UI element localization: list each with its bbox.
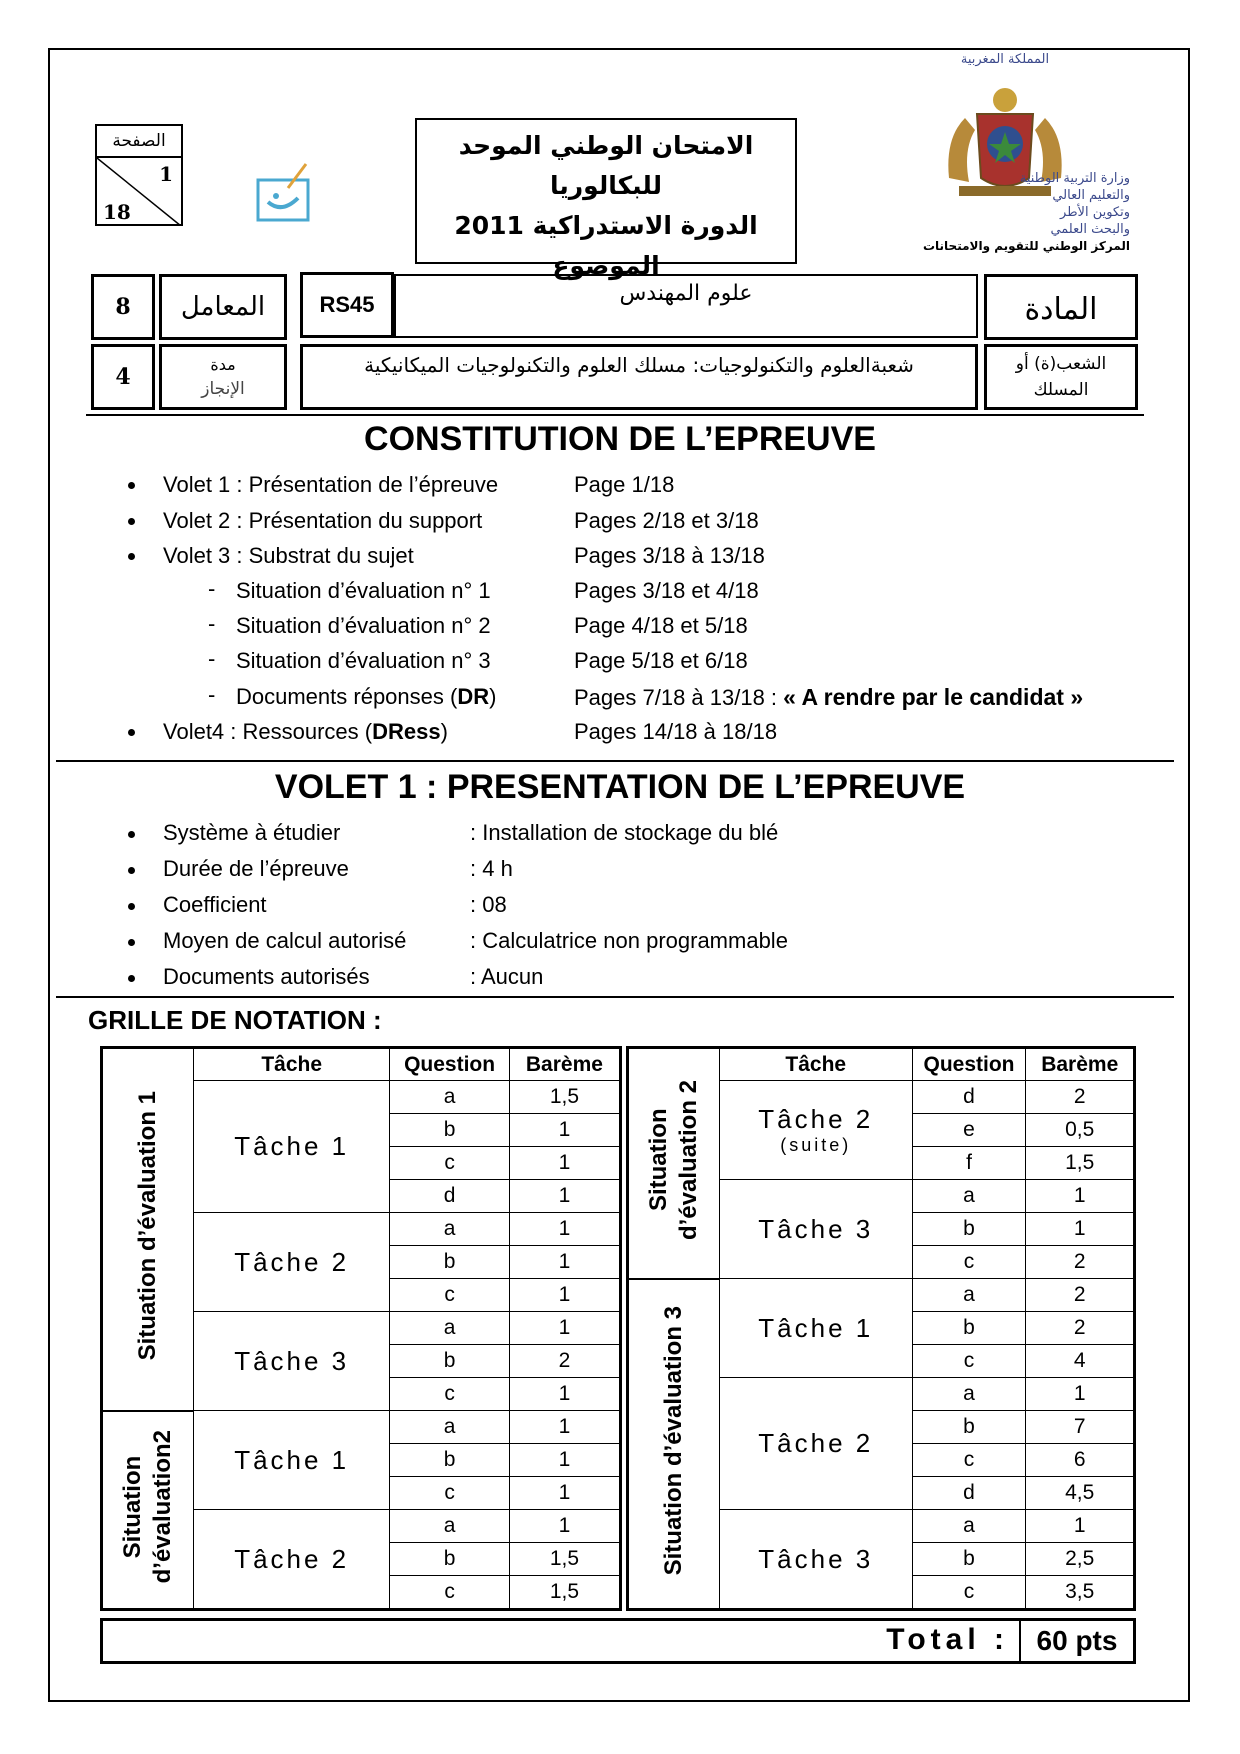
question-cell: d — [390, 1180, 510, 1213]
duration-label-1: مدة — [210, 355, 236, 374]
constitution-item-2-pages: Pages 2/18 et 3/18 — [574, 508, 759, 533]
page-label: الصفحة — [97, 126, 181, 158]
question-cell: c — [390, 1279, 510, 1312]
score-cell: 0,5 — [1026, 1114, 1135, 1147]
header-tache: Tâche — [194, 1048, 390, 1081]
task-cell: Tâche 2 — [194, 1510, 390, 1610]
score-cell: 1 — [1026, 1510, 1135, 1543]
constitution-item-1-pages: Page 1/18 — [574, 472, 675, 497]
center-logo-icon — [254, 158, 314, 226]
score-cell: 1 — [509, 1279, 620, 1312]
question-cell: c — [912, 1576, 1026, 1610]
question-cell: c — [390, 1378, 510, 1411]
constitution-item-4-label: Situation d’évaluation n° 1 — [236, 578, 491, 603]
dash-icon: - — [208, 576, 216, 601]
question-cell: c — [912, 1345, 1026, 1378]
question-cell: a — [390, 1312, 510, 1345]
bullet-icon — [128, 518, 135, 525]
total-label: Total : — [886, 1623, 1009, 1656]
ministry-line-2: والتعليم العالي — [1052, 188, 1130, 203]
score-cell: 1 — [509, 1114, 620, 1147]
score-cell: 1 — [509, 1378, 620, 1411]
score-cell: 1 — [509, 1411, 620, 1444]
score-cell: 1 — [509, 1444, 620, 1477]
score-cell: 1,5 — [509, 1081, 620, 1114]
score-cell: 4,5 — [1026, 1477, 1135, 1510]
duration-value: 4 — [91, 344, 155, 410]
exam-title-box — [415, 118, 797, 280]
ministry-line-4: والبحث العلمي — [1050, 222, 1130, 237]
task-cell: Tâche 1 — [720, 1279, 913, 1378]
section-divider — [56, 996, 1174, 998]
branch-label-2: المسلك — [1033, 380, 1089, 400]
constitution-item-3-label: Volet 3 : Substrat du sujet — [163, 543, 414, 568]
grille-title: GRILLE DE NOTATION : — [88, 1005, 382, 1035]
question-cell: d — [912, 1477, 1026, 1510]
page-total: 18 — [103, 200, 131, 224]
volet1-item-2-label: Durée de l’épreuve — [163, 856, 349, 881]
volet1-item-2-value: : 4 h — [470, 856, 513, 881]
constitution-item-8-label: Volet4 : Ressources (DRess) — [163, 719, 448, 744]
constitution-item-3-pages: Pages 3/18 à 13/18 — [574, 543, 765, 568]
volet1-item-4-value: : Calculatrice non programmable — [470, 928, 788, 953]
section-divider — [56, 760, 1174, 762]
header-tache: Tâche — [720, 1048, 913, 1081]
task-cell: Tâche 3 — [720, 1180, 913, 1279]
subject-code: RS45 — [300, 272, 394, 338]
volet1-item-4-label: Moyen de calcul autorisé — [163, 928, 407, 953]
question-cell: b — [390, 1114, 510, 1147]
constitution-item-1-label: Volet 1 : Présentation de l’épreuve — [163, 472, 499, 497]
ministry-line-1: وزارة التربية الوطنية — [1019, 171, 1130, 186]
constitution-item-6-pages: Page 5/18 et 6/18 — [574, 648, 748, 673]
bullet-icon — [128, 482, 135, 489]
volet1-title: VOLET 1 : PRESENTATION DE L’EPREUVE — [274, 768, 966, 806]
exam-subject-word: الموضوع — [552, 251, 660, 280]
score-cell: 1 — [509, 1180, 620, 1213]
kingdom-label: المملكة المغربية — [960, 52, 1050, 67]
volet1-item-1-label: Système à étudier — [163, 820, 341, 845]
question-cell: a — [390, 1081, 510, 1114]
constitution-item-5-pages: Page 4/18 et 5/18 — [574, 613, 748, 638]
volet1-item-5-label: Documents autorisés — [163, 964, 370, 989]
ministry-line-3: وتكوين الأطر — [1060, 205, 1130, 220]
score-cell: 1 — [509, 1213, 620, 1246]
volet1-item-3-value: : 08 — [470, 892, 507, 917]
task-cell: Tâche 1 — [194, 1411, 390, 1510]
grading-table-right — [626, 1046, 1136, 1611]
score-cell: 1 — [509, 1510, 620, 1543]
constitution-item-8-pages: Pages 14/18 à 18/18 — [574, 719, 778, 744]
task-cell: Tâche 1 — [194, 1081, 390, 1213]
bullet-icon — [128, 553, 135, 560]
constitution-item-6-label: Situation d’évaluation n° 3 — [236, 648, 491, 673]
bullet-icon — [128, 903, 135, 910]
constitution-title: CONSTITUTION DE L’EPREUVE — [364, 420, 876, 458]
score-cell: 1 — [509, 1312, 620, 1345]
question-cell: a — [390, 1510, 510, 1543]
volet1-item-5-value: : Aucun — [470, 964, 544, 989]
score-cell: 2,5 — [1026, 1543, 1135, 1576]
bullet-icon — [128, 975, 135, 982]
question-cell: e — [912, 1114, 1026, 1147]
question-cell: b — [912, 1543, 1026, 1576]
header-separator — [86, 414, 1144, 416]
ministry-block — [880, 50, 1130, 270]
question-cell: b — [390, 1444, 510, 1477]
question-cell: a — [912, 1180, 1026, 1213]
question-cell: c — [912, 1246, 1026, 1279]
question-cell: f — [912, 1147, 1026, 1180]
bullet-icon — [128, 939, 135, 946]
score-cell: 1 — [509, 1147, 620, 1180]
score-cell: 1 — [1026, 1213, 1135, 1246]
question-cell: a — [912, 1279, 1026, 1312]
constitution-item-7-pages: Pages 7/18 à 13/18 : « A rendre par le candidat » — [574, 684, 1084, 710]
exam-session: الدورة الاستدراكية 2011 — [454, 211, 758, 240]
score-cell: 2 — [1026, 1081, 1135, 1114]
header-bareme: Barème — [1026, 1048, 1135, 1081]
question-cell: a — [390, 1411, 510, 1444]
question-cell: b — [390, 1246, 510, 1279]
question-cell: a — [912, 1378, 1026, 1411]
branch-label-box — [984, 344, 1138, 410]
score-cell: 2 — [509, 1345, 620, 1378]
constitution-item-4-pages: Pages 3/18 et 4/18 — [574, 578, 759, 603]
question-cell: b — [912, 1213, 1026, 1246]
task-cell: Tâche 3 — [194, 1312, 390, 1411]
constitution-item-5-label: Situation d’évaluation n° 2 — [236, 613, 491, 638]
dash-icon: - — [208, 682, 216, 707]
situation-2-continued-label: Situation d’évaluation 2 — [628, 1048, 720, 1279]
subject-name: علوم المهندس — [394, 274, 978, 338]
page-number-box — [95, 124, 183, 226]
score-cell: 2 — [1026, 1246, 1135, 1279]
volet1-item-1-value: : Installation de stockage du blé — [470, 820, 779, 845]
question-cell: a — [912, 1510, 1026, 1543]
duration-label-2: الإنجاز — [201, 379, 245, 399]
subject-label: المادة — [984, 274, 1138, 340]
score-cell: 1 — [1026, 1378, 1135, 1411]
question-cell: c — [390, 1576, 510, 1610]
question-cell: b — [912, 1312, 1026, 1345]
score-cell: 7 — [1026, 1411, 1135, 1444]
situation-3-label: Situation d’évaluation 3 — [628, 1279, 720, 1610]
bullet-icon — [128, 867, 135, 874]
task-cell: Tâche 3 — [720, 1510, 913, 1610]
evaluation-center: المركز الوطني للتقويم والامتحانات — [922, 239, 1130, 253]
total-row — [100, 1618, 1136, 1664]
volet1-item-3-label: Coefficient — [163, 892, 267, 917]
task-cell: Tâche 2 (suite) — [720, 1081, 913, 1180]
score-cell: 1 — [509, 1477, 620, 1510]
score-cell: 4 — [1026, 1345, 1135, 1378]
duration-label-box — [159, 344, 287, 410]
score-cell: 2 — [1026, 1312, 1135, 1345]
bullet-icon — [128, 831, 135, 838]
dash-icon: - — [208, 646, 216, 671]
situation-1-label: Situation d’évaluation 1 — [102, 1048, 194, 1411]
question-cell: a — [390, 1213, 510, 1246]
question-cell: b — [390, 1345, 510, 1378]
question-cell: b — [390, 1543, 510, 1576]
header-question: Question — [912, 1048, 1026, 1081]
question-cell: c — [912, 1444, 1026, 1477]
question-cell: b — [912, 1411, 1026, 1444]
question-cell: d — [912, 1081, 1026, 1114]
bullet-icon — [128, 729, 135, 736]
score-cell: 1,5 — [509, 1543, 620, 1576]
dash-icon: - — [208, 611, 216, 636]
score-cell: 2 — [1026, 1279, 1135, 1312]
task-cell: Tâche 2 — [194, 1213, 390, 1312]
score-cell: 6 — [1026, 1444, 1135, 1477]
header-question: Question — [390, 1048, 510, 1081]
constitution-item-2-label: Volet 2 : Présentation du support — [163, 508, 483, 533]
total-value: 60 pts — [1019, 1621, 1133, 1661]
score-cell: 1 — [1026, 1180, 1135, 1213]
score-cell: 1,5 — [1026, 1147, 1135, 1180]
question-cell: c — [390, 1147, 510, 1180]
task-cell: Tâche 2 — [720, 1378, 913, 1510]
branch-label-1: الشعب(ة) أو — [1015, 354, 1107, 374]
return-note: « A rendre par le candidat » — [783, 684, 1084, 710]
page-current: 1 — [159, 162, 173, 186]
constitution-item-7-label: Documents réponses (DR) — [236, 684, 497, 709]
coefficient-label: المعامل — [159, 274, 287, 340]
grading-table-left — [100, 1046, 622, 1611]
exam-title: الامتحان الوطني الموحد للبكالوريا — [458, 131, 754, 200]
branch-name: شعبةالعلوم والتكنولوجيات: مسلك العلوم والتكنولوجيات الميكانيكية — [300, 344, 978, 410]
coefficient-value: 8 — [91, 274, 155, 340]
question-cell: c — [390, 1477, 510, 1510]
score-cell: 1,5 — [509, 1576, 620, 1610]
score-cell: 1 — [509, 1246, 620, 1279]
situation-2-label: Situation d’évaluation2 — [102, 1411, 194, 1610]
score-cell: 3,5 — [1026, 1576, 1135, 1610]
header-bareme: Barème — [509, 1048, 620, 1081]
